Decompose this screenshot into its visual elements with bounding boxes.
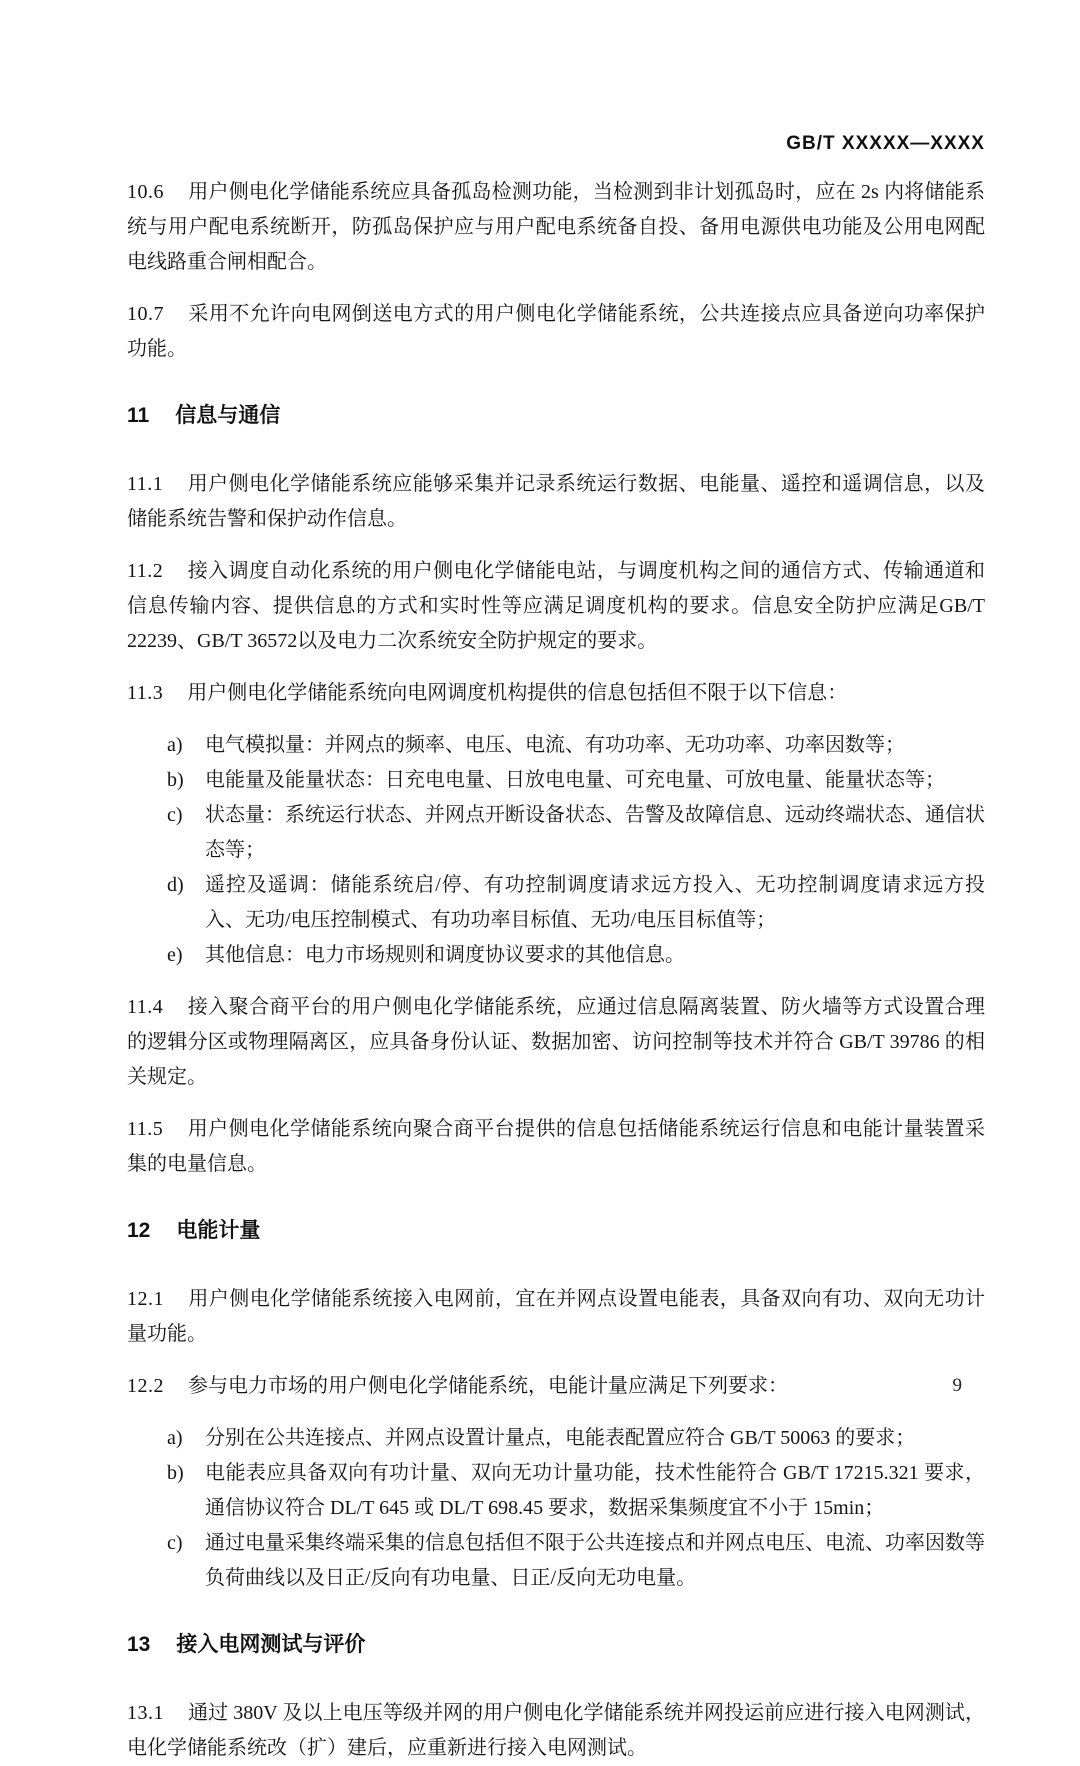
list-item-text: 分别在公共连接点、并网点设置计量点，电能表配置应符合 GB/T 50063 的要求； (205, 1427, 916, 1449)
list-item-c (127, 798, 985, 868)
list-item-b (127, 763, 985, 798)
list-item-d (127, 868, 985, 938)
clause-11-3 (127, 676, 985, 711)
page-footer (953, 1375, 963, 1397)
clause-text: 参与电力市场的用户侧电化学储能系统，电能计量应满足下列要求： (188, 1375, 788, 1397)
clause-number: 13.1 (127, 1702, 164, 1724)
clause-text: 用户侧电化学储能系统接入电网前，宜在并网点设置电能表，具备双向有功、双向无功计量功能。 (127, 1288, 985, 1345)
list-item-label: c) (167, 1532, 183, 1554)
list-item-a (127, 1421, 985, 1456)
clause-number: 11.5 (127, 1118, 164, 1140)
clause-text: 接入调度自动化系统的用户侧电化学储能电站，与调度机构之间的通信方式、传输通道和信息传输内容、提供信息的方式和实时性等应满足调度机构的要求。信息安全防护应满足GB/T 22239、GB/T 36572以及电力二次系统安全防护规定的要求。 (127, 560, 985, 652)
clause-13-1 (127, 1696, 985, 1766)
clause-number: 11.4 (127, 996, 164, 1018)
list-item-e (127, 938, 985, 973)
section-number: 11 (127, 404, 150, 427)
list-item-text: 电气模拟量：并网点的频率、电压、电流、有功功率、无功功率、功率因数等； (205, 734, 905, 756)
list-item-text: 其他信息：电力市场规则和调度协议要求的其他信息。 (205, 944, 685, 966)
clause-text: 用户侧电化学储能系统向电网调度机构提供的信息包括但不限于以下信息： (187, 682, 848, 704)
clause-11-4 (127, 990, 985, 1095)
clause-10-7 (127, 297, 985, 367)
section-number: 13 (127, 1633, 151, 1656)
list-11-3 (127, 728, 985, 973)
clause-text: 用户侧电化学储能系统向聚合商平台提供的信息包括储能系统运行信息和电能计量装置采集的电量信息。 (127, 1118, 985, 1175)
list-item-text: 电能量及能量状态：日充电电量、日放电电量、可充电量、可放电量、能量状态等； (205, 769, 945, 791)
clause-10-6 (127, 175, 985, 280)
clause-text: 采用不允许向电网倒送电方式的用户侧电化学储能系统，公共连接点应具备逆向功率保护功能。 (127, 303, 985, 360)
clause-number: 11.1 (127, 473, 164, 495)
section-title: 接入电网测试与评价 (176, 1633, 366, 1656)
clause-number: 11.3 (127, 682, 164, 704)
section-title: 电能计量 (176, 1219, 261, 1242)
clause-number: 10.6 (127, 181, 164, 203)
clause-text: 用户侧电化学储能系统应能够采集并记录系统运行数据、电能量、遥控和遥调信息，以及储能系统告警和保护动作信息。 (127, 473, 985, 530)
clause-12-1 (127, 1282, 985, 1352)
list-12-2 (127, 1421, 985, 1596)
section-heading-13 (127, 1630, 985, 1660)
clause-12-2 (127, 1369, 985, 1404)
list-item-text: 电能表应具备双向有功计量、双向无功计量功能，技术性能符合 GB/T 17215.321 要求，通信协议符合 DL/T 645 或 DL/T 698.45 要求，数据采集频度宜不小于 15min； (205, 1462, 985, 1519)
list-item-label: e) (167, 944, 183, 966)
list-item-label: b) (167, 1462, 184, 1484)
clause-number: 12.2 (127, 1375, 164, 1397)
clause-number: 11.2 (127, 560, 164, 582)
list-item-a (127, 728, 985, 763)
clause-11-2 (127, 554, 985, 659)
page-number: 9 (952, 1375, 962, 1396)
list-item-text: 遥控及遥调：储能系统启/停、有功控制调度请求远方投入、无功控制调度请求远方投入、无功/电压控制模式、有功功率目标值、无功/电压目标值等； (205, 874, 985, 931)
clause-text: 接入聚合商平台的用户侧电化学储能系统，应通过信息隔离装置、防火墙等方式设置合理的逻辑分区或物理隔离区，应具备身份认证、数据加密、访问控制等技术并符合 GB/T 39786 的相关规定。 (127, 996, 985, 1088)
list-item-c (127, 1526, 985, 1596)
standard-code: GB/T XXXXX—XXXX (786, 133, 985, 154)
section-number: 12 (127, 1219, 151, 1242)
list-item-text: 状态量：系统运行状态、并网点开断设备状态、告警及故障信息、远动终端状态、通信状态等； (205, 804, 985, 861)
list-item-text: 通过电量采集终端采集的信息包括但不限于公共连接点和并网点电压、电流、功率因数等负荷曲线以及日正/反向有功电量、日正/反向无功电量。 (205, 1532, 985, 1589)
clause-11-1 (127, 467, 985, 537)
clause-number: 10.7 (127, 303, 164, 325)
clause-text: 通过 380V 及以上电压等级并网的用户侧电化学储能系统并网投运前应进行接入电网测试，电化学储能系统改（扩）建后，应重新进行接入电网测试。 (127, 1702, 985, 1759)
running-header (0, 0, 1080, 155)
document-body (127, 175, 985, 1766)
clause-text: 用户侧电化学储能系统应具备孤岛检测功能，当检测到非计划孤岛时，应在 2s 内将储能系统与用户配电系统断开，防孤岛保护应与用户配电系统备自投、备用电源供电功能及公用电网配电线路重合闸相配合。 (127, 181, 985, 273)
list-item-label: c) (167, 804, 183, 826)
section-heading-12 (127, 1216, 985, 1246)
section-title: 信息与通信 (175, 404, 281, 427)
list-item-b (127, 1456, 985, 1526)
section-heading-11 (127, 401, 985, 431)
list-item-label: a) (167, 1427, 183, 1449)
list-item-label: b) (167, 769, 184, 791)
list-item-label: a) (167, 734, 183, 756)
clause-number: 12.1 (127, 1288, 164, 1310)
list-item-label: d) (167, 874, 184, 896)
clause-11-5 (127, 1112, 985, 1182)
